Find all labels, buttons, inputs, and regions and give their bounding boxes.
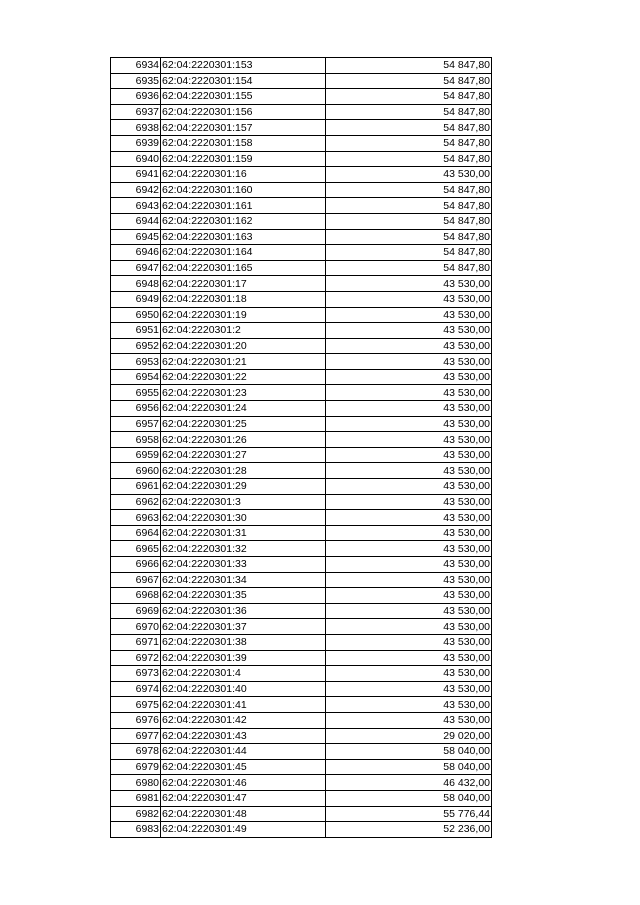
value-cell: 29 020,00 (326, 728, 492, 744)
row-number-cell: 6935 (111, 73, 161, 89)
row-number-cell: 6958 (111, 432, 161, 448)
table-row (111, 369, 492, 385)
cadastral-number-cell: 62:04:2220301:38 (161, 634, 326, 650)
table-row (111, 712, 492, 728)
value-cell: 43 530,00 (326, 510, 492, 526)
value-cell: 43 530,00 (326, 307, 492, 323)
table-row (111, 775, 492, 791)
table-row (111, 182, 492, 198)
table-row (111, 728, 492, 744)
cadastral-number-cell: 62:04:2220301:34 (161, 572, 326, 588)
cadastral-number-cell: 62:04:2220301:32 (161, 541, 326, 557)
row-number-cell: 6956 (111, 401, 161, 417)
table-row (111, 666, 492, 682)
value-cell: 43 530,00 (326, 588, 492, 604)
table-row (111, 447, 492, 463)
cadastral-number-cell: 62:04:2220301:46 (161, 775, 326, 791)
value-cell: 43 530,00 (326, 447, 492, 463)
value-cell: 43 530,00 (326, 401, 492, 417)
row-number-cell: 6954 (111, 369, 161, 385)
row-number-cell: 6981 (111, 790, 161, 806)
table-row (111, 650, 492, 666)
value-cell: 43 530,00 (326, 603, 492, 619)
table-row (111, 104, 492, 120)
cadastral-number-cell: 62:04:2220301:35 (161, 588, 326, 604)
value-cell: 58 040,00 (326, 744, 492, 760)
cadastral-number-cell: 62:04:2220301:19 (161, 307, 326, 323)
cadastral-number-cell: 62:04:2220301:48 (161, 806, 326, 822)
row-number-cell: 6950 (111, 307, 161, 323)
cadastral-number-cell: 62:04:2220301:165 (161, 260, 326, 276)
row-number-cell: 6946 (111, 245, 161, 261)
row-number-cell: 6968 (111, 588, 161, 604)
row-number-cell: 6947 (111, 260, 161, 276)
cadastral-number-cell: 62:04:2220301:160 (161, 182, 326, 198)
table-row (111, 588, 492, 604)
cadastral-number-cell: 62:04:2220301:33 (161, 557, 326, 573)
value-cell: 54 847,80 (326, 58, 492, 74)
table-row (111, 416, 492, 432)
value-cell: 43 530,00 (326, 338, 492, 354)
table-row (111, 479, 492, 495)
table-row (111, 806, 492, 822)
row-number-cell: 6969 (111, 603, 161, 619)
row-number-cell: 6940 (111, 151, 161, 167)
cadastral-number-cell: 62:04:2220301:4 (161, 666, 326, 682)
cadastral-number-cell: 62:04:2220301:29 (161, 479, 326, 495)
table-row (111, 338, 492, 354)
row-number-cell: 6938 (111, 120, 161, 136)
value-cell: 54 847,80 (326, 151, 492, 167)
value-cell: 58 040,00 (326, 759, 492, 775)
cadastral-number-cell: 62:04:2220301:44 (161, 744, 326, 760)
row-number-cell: 6934 (111, 58, 161, 74)
cadastral-number-cell: 62:04:2220301:156 (161, 104, 326, 120)
table-row (111, 634, 492, 650)
table-row (111, 135, 492, 151)
cadastral-number-cell: 62:04:2220301:157 (161, 120, 326, 136)
row-number-cell: 6943 (111, 198, 161, 214)
value-cell: 54 847,80 (326, 89, 492, 105)
value-cell: 43 530,00 (326, 354, 492, 370)
row-number-cell: 6977 (111, 728, 161, 744)
cadastral-number-cell: 62:04:2220301:27 (161, 447, 326, 463)
value-cell: 52 236,00 (326, 822, 492, 838)
row-number-cell: 6979 (111, 759, 161, 775)
value-cell: 54 847,80 (326, 104, 492, 120)
cadastral-number-cell: 62:04:2220301:18 (161, 291, 326, 307)
cadastral-number-cell: 62:04:2220301:17 (161, 276, 326, 292)
table-row (111, 229, 492, 245)
value-cell: 43 530,00 (326, 479, 492, 495)
value-cell: 43 530,00 (326, 525, 492, 541)
cadastral-number-cell: 62:04:2220301:39 (161, 650, 326, 666)
row-number-cell: 6953 (111, 354, 161, 370)
value-cell: 54 847,80 (326, 120, 492, 136)
value-cell: 43 530,00 (326, 432, 492, 448)
row-number-cell: 6965 (111, 541, 161, 557)
row-number-cell: 6982 (111, 806, 161, 822)
value-cell: 43 530,00 (326, 572, 492, 588)
value-cell: 54 847,80 (326, 198, 492, 214)
table-body (111, 58, 492, 838)
table-row (111, 744, 492, 760)
row-number-cell: 6976 (111, 712, 161, 728)
value-cell: 54 847,80 (326, 213, 492, 229)
row-number-cell: 6963 (111, 510, 161, 526)
table-row (111, 385, 492, 401)
table-row (111, 557, 492, 573)
row-number-cell: 6970 (111, 619, 161, 635)
value-cell: 54 847,80 (326, 229, 492, 245)
cadastral-number-cell: 62:04:2220301:49 (161, 822, 326, 838)
cadastral-number-cell: 62:04:2220301:16 (161, 167, 326, 183)
cadastral-number-cell: 62:04:2220301:40 (161, 681, 326, 697)
row-number-cell: 6957 (111, 416, 161, 432)
cadastral-number-cell: 62:04:2220301:47 (161, 790, 326, 806)
value-cell: 43 530,00 (326, 650, 492, 666)
cadastral-number-cell: 62:04:2220301:30 (161, 510, 326, 526)
cadastral-number-cell: 62:04:2220301:153 (161, 58, 326, 74)
cadastral-number-cell: 62:04:2220301:25 (161, 416, 326, 432)
row-number-cell: 6936 (111, 89, 161, 105)
table-row (111, 198, 492, 214)
row-number-cell: 6952 (111, 338, 161, 354)
row-number-cell: 6975 (111, 697, 161, 713)
value-cell: 43 530,00 (326, 291, 492, 307)
value-cell: 54 847,80 (326, 245, 492, 261)
cadastral-number-cell: 62:04:2220301:43 (161, 728, 326, 744)
table-row (111, 463, 492, 479)
value-cell: 43 530,00 (326, 681, 492, 697)
value-cell: 43 530,00 (326, 167, 492, 183)
value-cell: 43 530,00 (326, 323, 492, 339)
table-row (111, 822, 492, 838)
table-row (111, 245, 492, 261)
cadastral-number-cell: 62:04:2220301:22 (161, 369, 326, 385)
row-number-cell: 6960 (111, 463, 161, 479)
row-number-cell: 6959 (111, 447, 161, 463)
value-cell: 54 847,80 (326, 73, 492, 89)
cadastral-number-cell: 62:04:2220301:155 (161, 89, 326, 105)
cadastral-number-cell: 62:04:2220301:42 (161, 712, 326, 728)
cadastral-number-cell: 62:04:2220301:26 (161, 432, 326, 448)
cadastral-number-cell: 62:04:2220301:163 (161, 229, 326, 245)
cadastral-number-cell: 62:04:2220301:3 (161, 494, 326, 510)
row-number-cell: 6941 (111, 167, 161, 183)
value-cell: 54 847,80 (326, 260, 492, 276)
cadastral-number-cell: 62:04:2220301:23 (161, 385, 326, 401)
table-row (111, 759, 492, 775)
cadastral-number-cell: 62:04:2220301:164 (161, 245, 326, 261)
row-number-cell: 6942 (111, 182, 161, 198)
table-row (111, 291, 492, 307)
table-row (111, 510, 492, 526)
value-cell: 43 530,00 (326, 697, 492, 713)
row-number-cell: 6974 (111, 681, 161, 697)
table-row (111, 73, 492, 89)
row-number-cell: 6937 (111, 104, 161, 120)
value-cell: 43 530,00 (326, 463, 492, 479)
row-number-cell: 6939 (111, 135, 161, 151)
cadastral-number-cell: 62:04:2220301:159 (161, 151, 326, 167)
row-number-cell: 6948 (111, 276, 161, 292)
row-number-cell: 6961 (111, 479, 161, 495)
value-cell: 46 432,00 (326, 775, 492, 791)
value-cell: 55 776,44 (326, 806, 492, 822)
table-row (111, 494, 492, 510)
value-cell: 43 530,00 (326, 619, 492, 635)
table-row (111, 354, 492, 370)
cadastral-number-cell: 62:04:2220301:41 (161, 697, 326, 713)
value-cell: 43 530,00 (326, 494, 492, 510)
cadastral-number-cell: 62:04:2220301:37 (161, 619, 326, 635)
row-number-cell: 6949 (111, 291, 161, 307)
row-number-cell: 6980 (111, 775, 161, 791)
table-row (111, 603, 492, 619)
value-cell: 43 530,00 (326, 276, 492, 292)
value-cell: 43 530,00 (326, 541, 492, 557)
row-number-cell: 6955 (111, 385, 161, 401)
table-row (111, 58, 492, 74)
table-row (111, 323, 492, 339)
value-cell: 43 530,00 (326, 557, 492, 573)
table-row (111, 89, 492, 105)
table-row (111, 167, 492, 183)
cadastral-number-cell: 62:04:2220301:28 (161, 463, 326, 479)
row-number-cell: 6978 (111, 744, 161, 760)
value-cell: 43 530,00 (326, 712, 492, 728)
cadastral-number-cell: 62:04:2220301:21 (161, 354, 326, 370)
table-row (111, 401, 492, 417)
cadastral-number-cell: 62:04:2220301:162 (161, 213, 326, 229)
row-number-cell: 6944 (111, 213, 161, 229)
table-row (111, 260, 492, 276)
table-row (111, 120, 492, 136)
row-number-cell: 6983 (111, 822, 161, 838)
value-cell: 54 847,80 (326, 135, 492, 151)
cadastral-number-cell: 62:04:2220301:158 (161, 135, 326, 151)
value-cell: 58 040,00 (326, 790, 492, 806)
cadastral-number-cell: 62:04:2220301:36 (161, 603, 326, 619)
table-row (111, 619, 492, 635)
table-row (111, 525, 492, 541)
row-number-cell: 6966 (111, 557, 161, 573)
cadastral-number-cell: 62:04:2220301:161 (161, 198, 326, 214)
cadastral-value-table (110, 57, 492, 838)
row-number-cell: 6964 (111, 525, 161, 541)
cadastral-number-cell: 62:04:2220301:20 (161, 338, 326, 354)
row-number-cell: 6973 (111, 666, 161, 682)
row-number-cell: 6972 (111, 650, 161, 666)
table-row (111, 307, 492, 323)
cadastral-number-cell: 62:04:2220301:2 (161, 323, 326, 339)
row-number-cell: 6962 (111, 494, 161, 510)
value-cell: 54 847,80 (326, 182, 492, 198)
row-number-cell: 6967 (111, 572, 161, 588)
value-cell: 43 530,00 (326, 634, 492, 650)
cadastral-number-cell: 62:04:2220301:45 (161, 759, 326, 775)
table-row (111, 151, 492, 167)
table-row (111, 572, 492, 588)
row-number-cell: 6951 (111, 323, 161, 339)
value-cell: 43 530,00 (326, 385, 492, 401)
table-row (111, 541, 492, 557)
row-number-cell: 6971 (111, 634, 161, 650)
cadastral-number-cell: 62:04:2220301:24 (161, 401, 326, 417)
row-number-cell: 6945 (111, 229, 161, 245)
value-cell: 43 530,00 (326, 666, 492, 682)
cadastral-number-cell: 62:04:2220301:154 (161, 73, 326, 89)
table-row (111, 790, 492, 806)
table-row (111, 681, 492, 697)
table-row (111, 432, 492, 448)
value-cell: 43 530,00 (326, 416, 492, 432)
table-row (111, 213, 492, 229)
table-row (111, 697, 492, 713)
value-cell: 43 530,00 (326, 369, 492, 385)
table-row (111, 276, 492, 292)
cadastral-number-cell: 62:04:2220301:31 (161, 525, 326, 541)
